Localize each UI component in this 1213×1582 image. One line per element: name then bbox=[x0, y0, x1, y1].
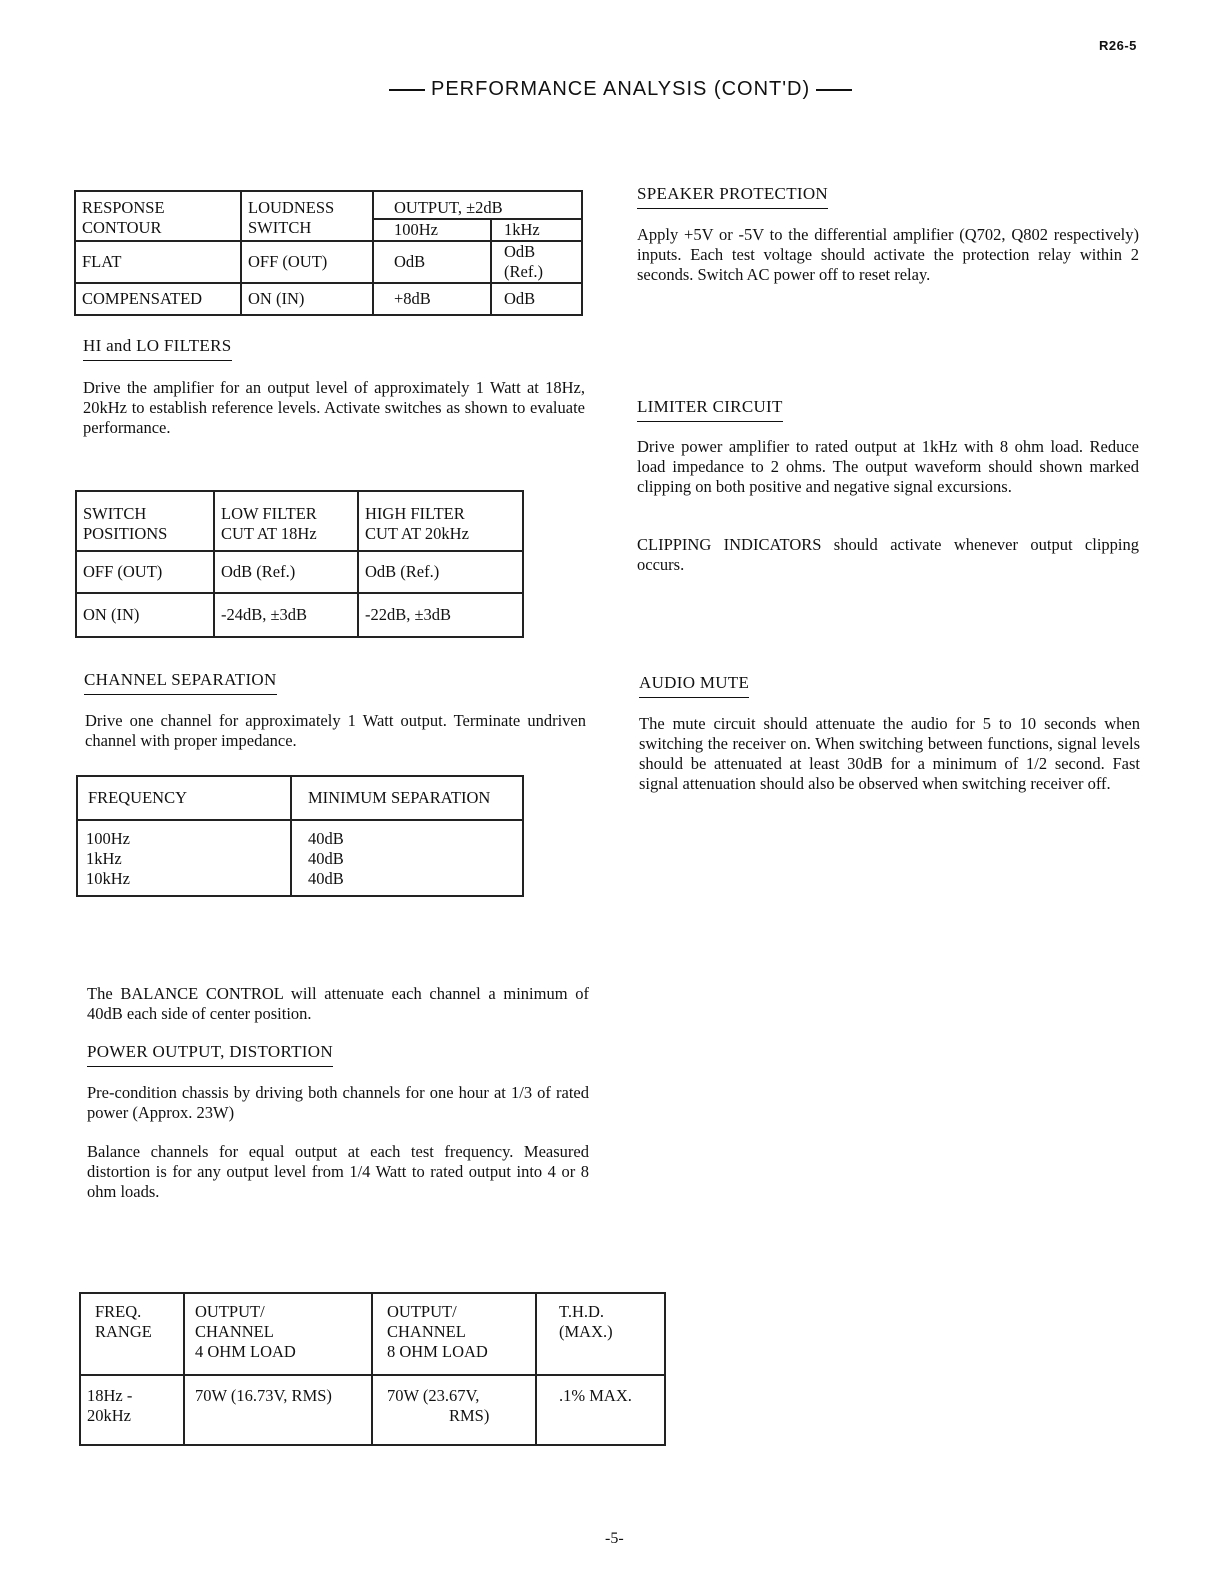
cell-contour: COMPENSATED bbox=[75, 283, 241, 315]
cell-freq-range: 18Hz - 20kHz bbox=[80, 1375, 184, 1445]
title-rule-left bbox=[389, 89, 425, 91]
separation-table bbox=[76, 775, 524, 897]
power-text-1: Pre-condition chassis by driving both channels for one hour at 1/3 of rated power (Approx. 23W) bbox=[87, 1083, 589, 1122]
table-row bbox=[77, 820, 523, 896]
header-high-filter: HIGH FILTER CUT AT 20kHz bbox=[358, 491, 523, 551]
header-low-filter: LOW FILTER CUT AT 18Hz bbox=[214, 491, 358, 551]
cell-high: OdB (Ref.) bbox=[358, 551, 523, 593]
header-thd: T.H.D. (MAX.) bbox=[536, 1293, 665, 1375]
cell-output-8ohm-line1: 70W (23.67V, bbox=[387, 1386, 480, 1405]
cell-low: -24dB, ±3dB bbox=[214, 593, 358, 637]
title-rule-right bbox=[816, 89, 852, 91]
filters-text: Drive the amplifier for an output level of approximately 1 Watt at 18Hz, 20kHz to establish reference levels. Activate switches as shown to evaluate performance. bbox=[83, 378, 585, 437]
header-loudness-switch: LOUDNESS SWITCH bbox=[241, 191, 373, 241]
table-row bbox=[75, 283, 582, 315]
mute-text: The mute circuit should attenuate the audio for 5 to 10 seconds when switching the receiver on. When switching between functions, signal levels should be attenuated at least 30dB for a minimum of 1/2 second. Fast signal attenuation should also be observed when switching receiver off. bbox=[639, 714, 1140, 793]
header-output: OUTPUT, ±2dB bbox=[373, 191, 582, 219]
cell-1khz: OdB bbox=[491, 283, 582, 315]
limiter-text: Drive power amplifier to rated output at 1kHz with 8 ohm load. Reduce load impedance to 2 ohms. The output waveform should shown marked clipping on both positive and negative signal excursions. bbox=[637, 437, 1139, 496]
header-1khz: 1kHz bbox=[491, 219, 582, 241]
filter-table bbox=[75, 490, 524, 638]
power-heading: POWER OUTPUT, DISTORTION bbox=[87, 1042, 333, 1067]
header-100hz: 100Hz bbox=[373, 219, 491, 241]
cell-100hz: OdB bbox=[373, 241, 491, 283]
cell-100hz: +8dB bbox=[373, 283, 491, 315]
document-reference: R26-5 bbox=[1099, 38, 1137, 53]
table-row bbox=[76, 551, 523, 593]
separation-heading: CHANNEL SEPARATION bbox=[84, 670, 277, 695]
cell-1khz: OdB (Ref.) bbox=[491, 241, 582, 283]
clipping-text: CLIPPING INDICATORS should activate whenever output clipping occurs. bbox=[637, 535, 1139, 574]
cell-switch: OFF (OUT) bbox=[241, 241, 373, 283]
response-contour-table bbox=[74, 190, 583, 316]
header-frequency: FREQUENCY bbox=[77, 776, 291, 820]
header-output-8ohm: OUTPUT/ CHANNEL 8 OHM LOAD bbox=[372, 1293, 536, 1375]
page-title bbox=[383, 78, 858, 101]
cell-output-4ohm: 70W (16.73V, RMS) bbox=[184, 1375, 372, 1445]
cell-thd: .1% MAX. bbox=[536, 1375, 665, 1445]
mute-heading: AUDIO MUTE bbox=[639, 673, 749, 698]
cell-output-8ohm-line2: RMS) bbox=[449, 1406, 490, 1425]
power-text-2: Balance channels for equal output at each test frequency. Measured distortion is for any output level from 1/4 Watt to rated output into 4 or 8 ohm loads. bbox=[87, 1142, 589, 1201]
header-response-contour: RESPONSE CONTOUR bbox=[75, 191, 241, 241]
cell-frequencies: 100Hz 1kHz 10kHz bbox=[77, 820, 291, 896]
cell-position: ON (IN) bbox=[76, 593, 214, 637]
table-row bbox=[76, 593, 523, 637]
cell-minimums: 40dB 40dB 40dB bbox=[291, 820, 523, 896]
cell-output-8ohm bbox=[372, 1375, 536, 1445]
page-title-text: PERFORMANCE ANALYSIS (CONT'D) bbox=[431, 78, 811, 100]
balance-text: The BALANCE CONTROL will attenuate each channel a minimum of 40dB each side of center position. bbox=[87, 984, 589, 1023]
header-freq-range: FREQ. RANGE bbox=[80, 1293, 184, 1375]
speaker-text: Apply +5V or -5V to the differential amplifier (Q702, Q802 respectively) inputs. Each test voltage should activate the protection relay within 2 seconds. Switch AC power off to reset relay. bbox=[637, 225, 1139, 284]
header-switch-positions: SWITCH POSITIONS bbox=[76, 491, 214, 551]
cell-switch: ON (IN) bbox=[241, 283, 373, 315]
separation-text: Drive one channel for approximately 1 Watt output. Terminate undriven channel with proper impedance. bbox=[85, 711, 586, 750]
table-row bbox=[80, 1375, 665, 1445]
speaker-heading: SPEAKER PROTECTION bbox=[637, 184, 828, 209]
header-output-4ohm: OUTPUT/ CHANNEL 4 OHM LOAD bbox=[184, 1293, 372, 1375]
limiter-heading: LIMITER CIRCUIT bbox=[637, 397, 783, 422]
power-table bbox=[79, 1292, 666, 1446]
cell-position: OFF (OUT) bbox=[76, 551, 214, 593]
cell-high: -22dB, ±3dB bbox=[358, 593, 523, 637]
cell-contour: FLAT bbox=[75, 241, 241, 283]
filters-heading: HI and LO FILTERS bbox=[83, 336, 232, 361]
table-row bbox=[75, 241, 582, 283]
header-minimum-separation: MINIMUM SEPARATION bbox=[291, 776, 523, 820]
page-number: -5- bbox=[605, 1530, 624, 1547]
cell-low: OdB (Ref.) bbox=[214, 551, 358, 593]
